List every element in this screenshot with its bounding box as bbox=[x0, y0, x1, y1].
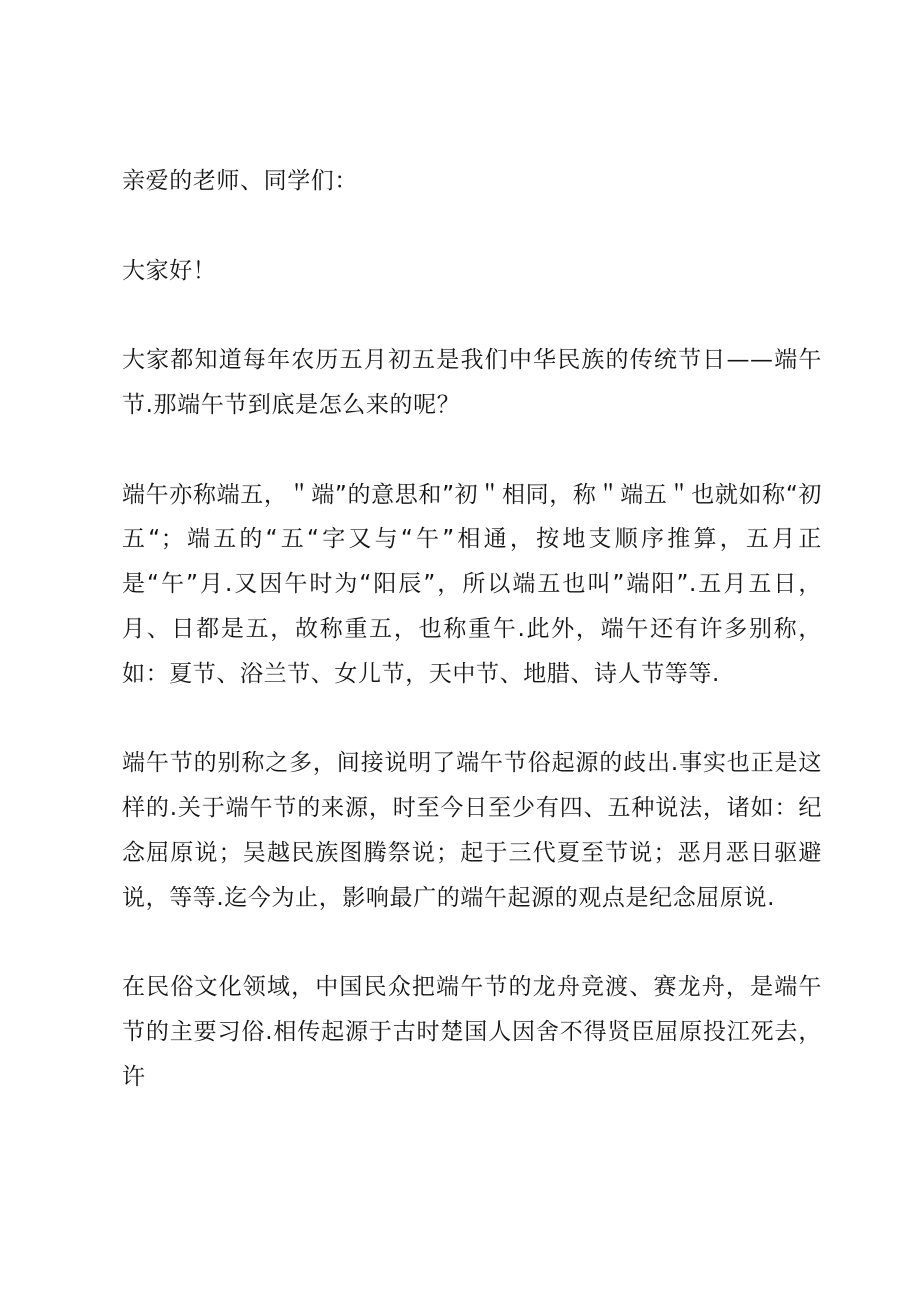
paragraph-intro: 大家都知道每年农历五月初五是我们中华民族的传统节日——端午节.那端午节到底是怎么来的呢？ bbox=[122, 347, 822, 418]
paragraph-names: 端午亦称端五，＂端”的意思和”初＂相同，称＂端五＂也就如称“初五“；端五的“五“字又与“午”相通，按地支顺序推算，五月正是“午”月.又因午时为“阳辰”，所以端五也叫”端阳”.五月五日，月、日都是五，故称重五，也称重午.此外，端午还有许多别称，如：夏节、浴兰节、女儿节，天中节、地腊、诗人节等等. bbox=[122, 481, 822, 687]
document-body bbox=[122, 159, 822, 1145]
salutation-line: 大家好！ bbox=[122, 257, 217, 284]
greeting-line: 亲爱的老师、同学们： bbox=[122, 168, 358, 194]
paragraph-customs: 在民俗文化领域，中国民众把端午节的龙舟竞渡、赛龙舟，是端午节的主要习俗.相传起源于古时楚国人因舍不得贤臣屈原投江死去，许 bbox=[122, 974, 822, 1090]
paragraph-origins: 端午节的别称之多，间接说明了端午节俗起源的歧出.事实也正是这样的.关于端午节的来源，时至今日至少有四、五种说法，诸如：纪念屈原说；吴越民族图腾祭说；起于三代夏至节说；恶月恶日驱避说，等等.迄今为止，影响最广的端午起源的观点是纪念屈原说. bbox=[122, 750, 822, 911]
